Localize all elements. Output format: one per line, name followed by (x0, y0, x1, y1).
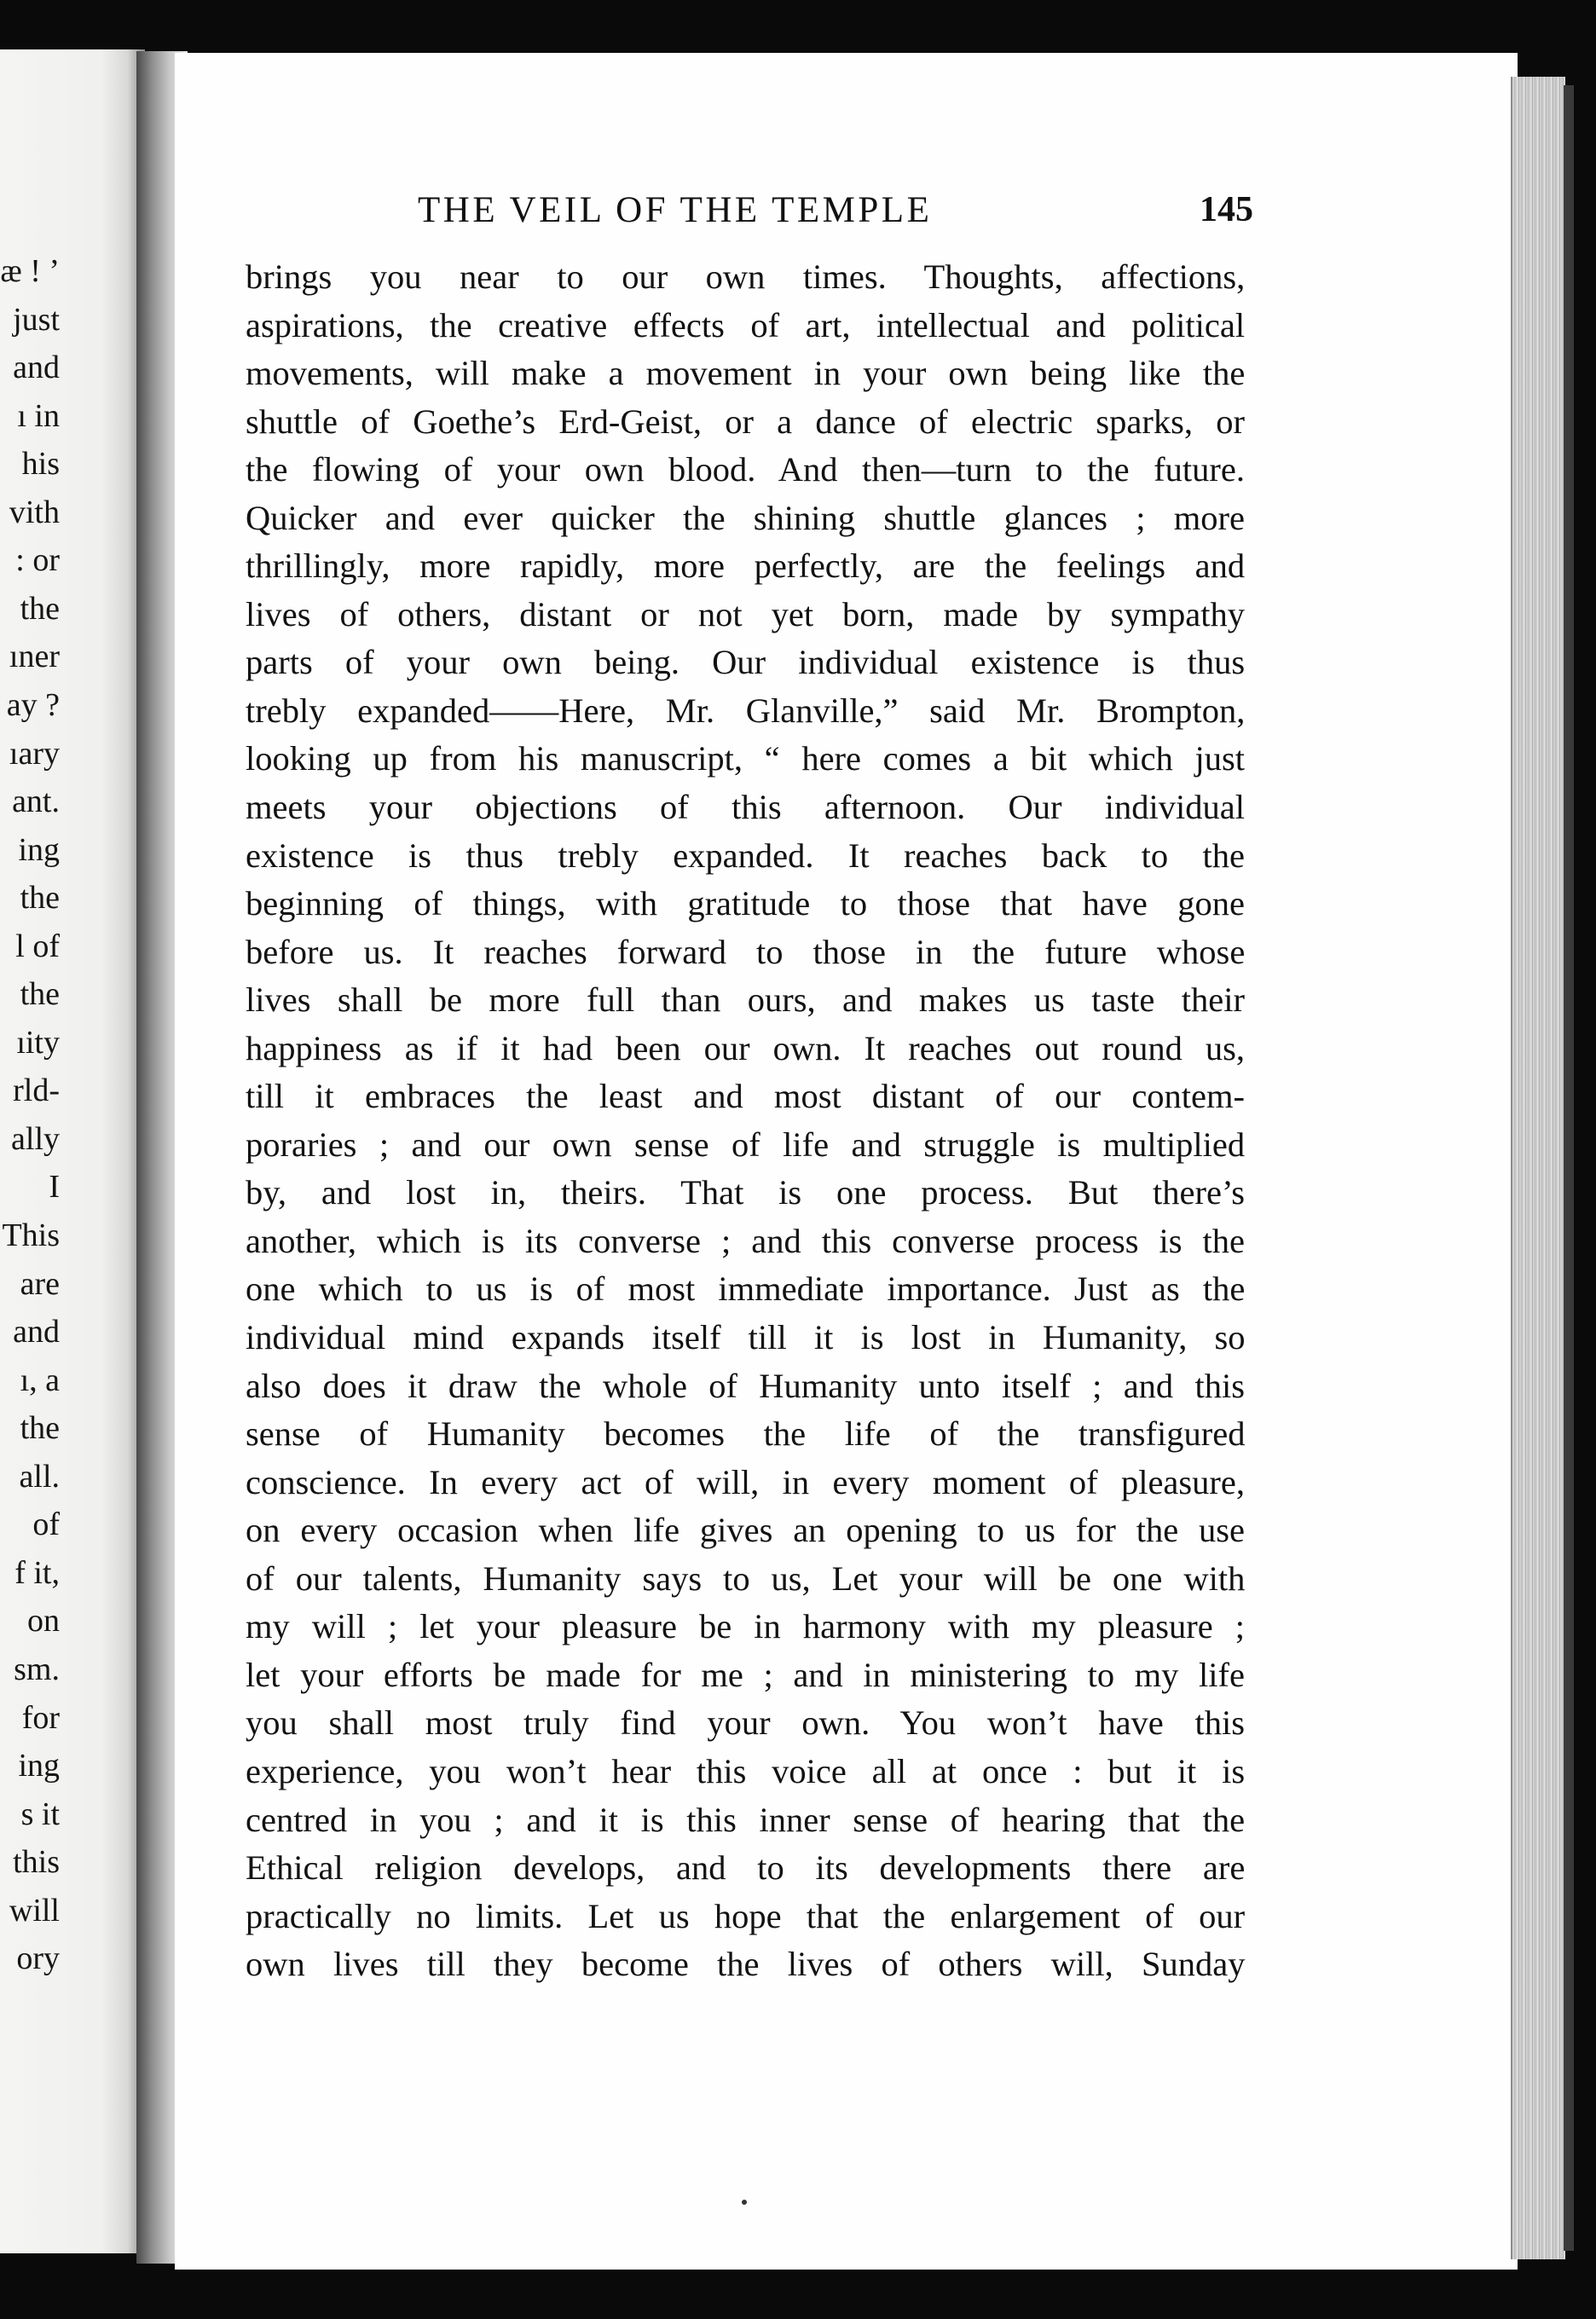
left-facing-page (0, 49, 145, 2253)
text-line: thrillingly, more rapidly, more perfectly, are the feelings and (246, 546, 1246, 586)
left-page-fragment: ı in (17, 397, 60, 434)
left-page-fragment: æ ! ’ (0, 253, 60, 289)
left-page-fragment: the (20, 976, 60, 1013)
left-page-fragment: this (13, 1844, 60, 1881)
left-page-fragment: ing (18, 831, 60, 868)
text-line: looking up from his manuscript, “ here comes a bit which just (246, 739, 1246, 778)
left-page-fragment: s it (20, 1796, 60, 1832)
printer-mark (742, 2200, 747, 2205)
text-line: till it embraces the least and most distant of our contem- (246, 1077, 1246, 1116)
left-page-fragment: of (32, 1506, 60, 1543)
text-line: one which to us is of most immediate importance. Just as the (246, 1269, 1246, 1309)
text-line: centred in you ; and it is this inner sense of hearing that the (246, 1800, 1246, 1839)
left-page-fragment: ory (16, 1940, 60, 1977)
left-page-fragment: ı, a (20, 1362, 60, 1398)
left-page-fragment: the (20, 880, 60, 917)
text-line: experience, you won’t hear this voice all at once : but it is (246, 1751, 1246, 1790)
text-line: the flowing of your own blood. And then—turn to the future. (246, 450, 1245, 489)
text-line: lives of others, distant or not yet born, made by sympathy (246, 594, 1245, 633)
running-head (418, 189, 1253, 237)
text-line: poraries ; and our own sense of life and struggle is multiplied (246, 1125, 1246, 1164)
left-page-fragment: and (13, 1314, 60, 1350)
text-line: Quicker and ever quicker the shining shuttle glances ; more (246, 498, 1245, 537)
left-page-fragment: ay ? (6, 686, 60, 723)
book-cover-edge (1564, 85, 1574, 2251)
left-page-fragment: rld- (13, 1073, 60, 1109)
text-line: practically no limits. Let us hope that the enlargement of our (246, 1896, 1246, 1935)
left-page-fragment: sm. (14, 1651, 60, 1687)
left-page-fragment: This (2, 1217, 60, 1253)
text-line: beginning of things, with gratitude to those that have gone (246, 884, 1245, 923)
text-line: happiness as if it had been our own. It reaches out round us, (246, 1028, 1245, 1067)
text-line: parts of your own being. Our individual existence is thus (246, 643, 1246, 682)
text-line: brings you near to our own times. Thoughts, affections, (246, 257, 1246, 296)
page-number: 145 (1200, 190, 1253, 229)
left-page-fragment: just (13, 301, 60, 338)
left-page-fragment: all. (19, 1458, 60, 1495)
text-line: another, which is its converse ; and this converse process is the (246, 1221, 1245, 1260)
text-line: existence is thus trebly expanded. It reaches back to the (246, 836, 1245, 875)
text-line: individual mind expands itself till it is lost in Humanity, so (246, 1318, 1246, 1357)
text-line: sense of Humanity becomes the life of the transfigured (246, 1414, 1246, 1454)
left-page-fragment: on (27, 1603, 60, 1639)
left-page-fragment: and (13, 350, 60, 386)
text-line: movements, will make a movement in your own being like the (246, 354, 1246, 393)
left-page-fragment: his (21, 446, 60, 483)
left-page-fragment: ıary (9, 735, 60, 772)
text-line: my will ; let your pleasure be in harmony with my pleasure ; (246, 1607, 1245, 1646)
text-line: Ethical religion develops, and to its developments there are (246, 1848, 1246, 1888)
text-line: meets your objections of this afternoon. Our individual (246, 788, 1245, 827)
left-page-fragment: the (20, 1410, 60, 1447)
left-page-fragment: for (21, 1699, 60, 1736)
text-line: let your efforts be made for me ; and in ministering to my life (246, 1655, 1245, 1694)
body-text (246, 253, 1245, 1989)
left-page-fragment: are (20, 1265, 60, 1302)
text-line: you shall most truly find your own. You won’t have this (246, 1703, 1246, 1743)
text-line: by, and lost in, theirs. That is one process. But there’s (246, 1173, 1245, 1212)
left-page-fragment: vith (9, 494, 60, 530)
text-line: on every occasion when life gives an opening to us for the use (246, 1511, 1245, 1550)
left-page-fragment: ıity (16, 1024, 60, 1061)
left-page-fragment: f it, (14, 1554, 60, 1591)
left-page-fragment: the (20, 590, 60, 627)
running-title: THE VEIL OF THE TEMPLE (418, 190, 933, 230)
left-page-fragment: will (9, 1892, 60, 1929)
page-edges (1511, 77, 1565, 2259)
text-line: lives shall be more full than ours, and makes us taste their (246, 980, 1246, 1020)
left-page-fragment: ing (18, 1748, 60, 1784)
text-line: before us. It reaches forward to those in the future whose (246, 932, 1246, 971)
text-line: aspirations, the creative effects of art, intellectual and political (246, 305, 1246, 344)
text-line: conscience. In every act of will, in every moment of pleasure, (246, 1462, 1245, 1501)
left-page-fragment: ıner (9, 639, 60, 675)
text-line: own lives till they become the lives of others will, Sunday (246, 1945, 1246, 1984)
text-line: trebly expanded——Here, Mr. Glanville,” said Mr. Brompton, (246, 691, 1246, 730)
text-line: shuttle of Goethe’s Erd-Geist, or a dance of electric sparks, or (246, 402, 1245, 441)
left-page-fragment: : or (15, 542, 60, 579)
left-page-fragment: I (49, 1169, 60, 1206)
left-page-fragment: l of (15, 928, 60, 964)
text-line: of our talents, Humanity says to us, Let your will be one with (246, 1559, 1246, 1598)
left-page-fragment: ant. (12, 784, 60, 820)
text-line: also does it draw the whole of Humanity unto itself ; and this (246, 1366, 1245, 1405)
left-page-fragment: ally (11, 1120, 60, 1157)
